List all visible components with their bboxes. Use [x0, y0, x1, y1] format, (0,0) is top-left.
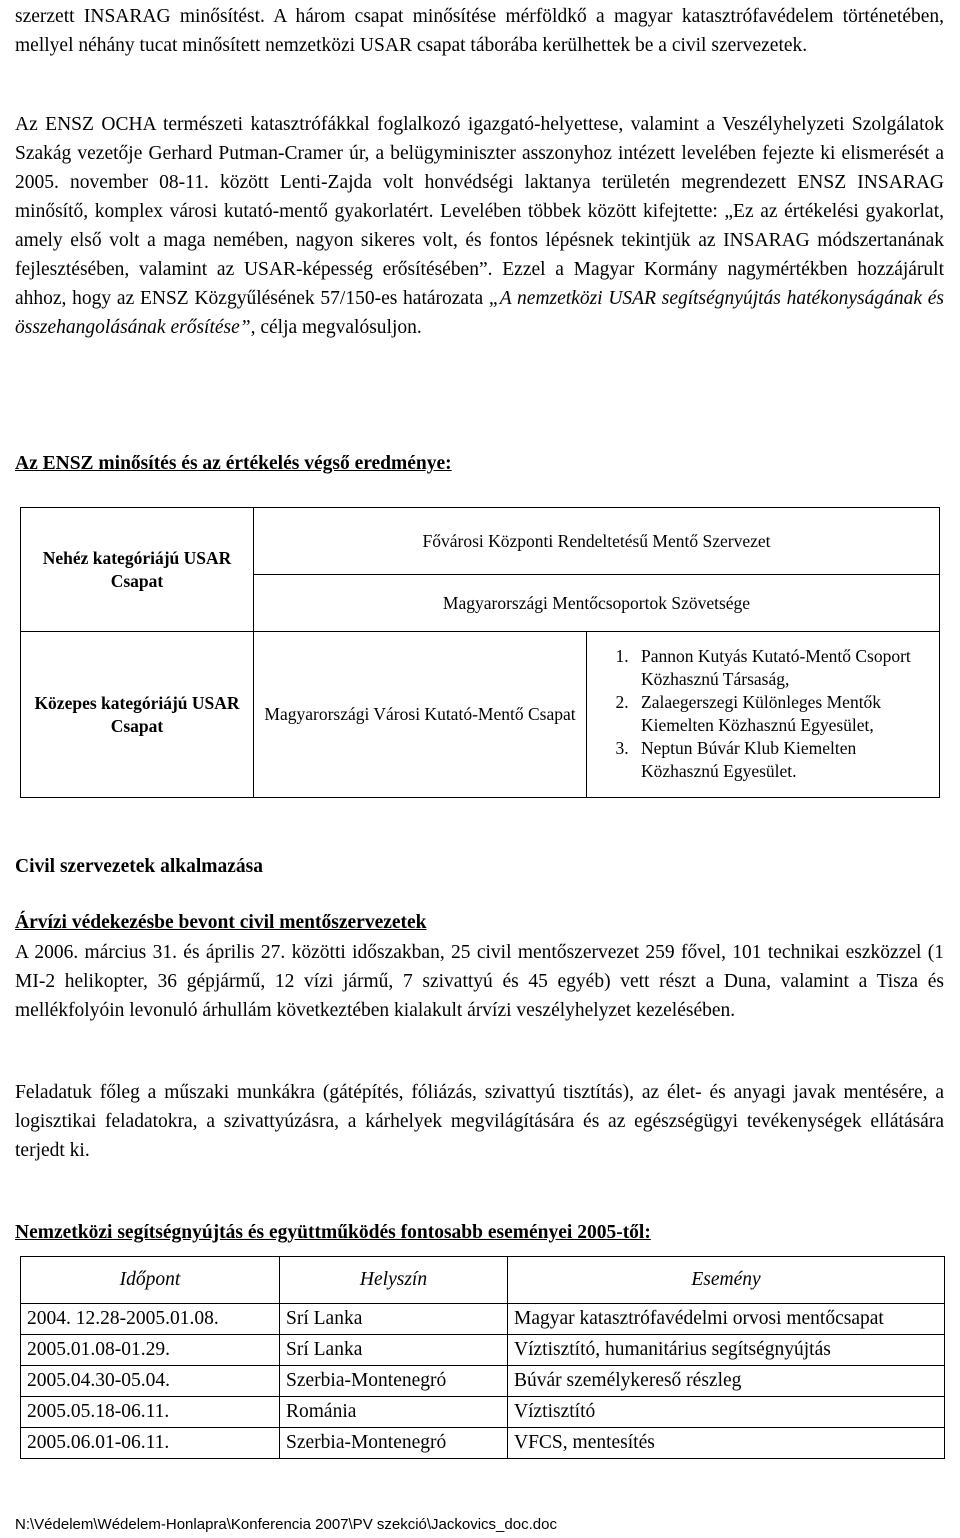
paragraph-flood-2006: A 2006. március 31. és április 27. közötti időszakban, 25 civil mentőszervezet 259 fővel, 101 technikai eszközzel (1 MI-2 helikopter, 36 gépjármű, 12 vízi jármű, 7 szivattyú és 45 egyéb) vett részt a Duna, valamint a Tisza és mellékfolyóin levonuló árhullám következtében kialakult árvízi veszélyhelyzet kezelésében.: [15, 942, 944, 1021]
event-description: VFCS, mentesítés: [508, 1428, 945, 1459]
heavy-org-1: Fővárosi Központi Rendeltetésű Mentő Szervezet: [254, 508, 940, 575]
list-item: 2. Zalaegerszegi Különleges Mentők Kiemelten Közhasznú Egyesület,: [633, 691, 931, 737]
event-date: 2005.06.01-06.11.: [21, 1428, 280, 1459]
event-place: Srí Lanka: [280, 1304, 508, 1335]
event-description: Magyar katasztrófavédelmi orvosi mentőcsapat: [508, 1304, 945, 1335]
table-row: [21, 632, 940, 798]
event-description: Búvár személykereső részleg: [508, 1366, 945, 1397]
event-date: 2005.05.18-06.11.: [21, 1397, 280, 1428]
events-heading: Nemzetközi segítségnyújtás és együttműködés fontosabb eseményei 2005-től:: [15, 1222, 651, 1243]
table-row: [21, 1428, 945, 1459]
event-place: Románia: [280, 1397, 508, 1428]
flood-heading: Árvízi védekezésbe bevont civil mentőszervezetek: [15, 912, 427, 933]
events-table: [20, 1256, 945, 1459]
table-header-row: [21, 1257, 945, 1304]
col-header-place: Helyszín: [280, 1257, 508, 1304]
table-row: [21, 1335, 945, 1366]
event-date: 2004. 12.28-2005.01.08.: [21, 1304, 280, 1335]
event-place: Szerbia-Montenegró: [280, 1366, 508, 1397]
medium-member-list: [593, 645, 931, 783]
table-row: [21, 1397, 945, 1428]
col-header-event: Esemény: [508, 1257, 945, 1304]
table-row: [21, 1366, 945, 1397]
event-place: Szerbia-Montenegró: [280, 1428, 508, 1459]
list-item: 1. Pannon Kutyás Kutató-Mentő Csoport Közhasznú Társaság,: [633, 645, 931, 691]
results-heading: Az ENSZ minősítés és az értékelés végső eredménye:: [15, 453, 452, 474]
paragraph-ocha-letter-text: Az ENSZ OCHA természeti katasztrófákkal foglalkozó igazgató-helyettese, valamint a Veszélyhelyzeti Szolgálatok Szakág vezetője Gerhard Putman-Cramer úr, a belügyminiszter asszonyhoz intézett levelében fejezte ki elismerését a 2005. november 08-11. között Lenti-Zajda volt honvédségi laktanya területén megrendezett ENSZ INSARAG minősítő, komplex városi kutató-mentő gyakorlatért. Levelében többek között kifejtette: „Ez az értékelési gyakorlat, amely első volt a maga nemében, nagyon sikeres volt, és fontos lépésnek tekintjük az INSARAG módszertanának fejlesztésében, valamint az USAR-képesség erősítésében”. Ezzel a Magyar Kormány nagymértékben hozzájárult ahhoz, hogy az ENSZ Közgyűlésének 57/150-es határozata: [15, 114, 944, 309]
heavy-org-2: Magyarországi Mentőcsoportok Szövetsége: [254, 575, 940, 632]
event-date: 2005.04.30-05.04.: [21, 1366, 280, 1397]
medium-org: Magyarországi Városi Kutató-Mentő Csapat: [254, 632, 587, 798]
table-row: [21, 1304, 945, 1335]
civil-heading: Civil szervezetek alkalmazása: [15, 856, 264, 877]
event-description: Víztisztító: [508, 1397, 945, 1428]
event-date: 2005.01.08-01.29.: [21, 1335, 280, 1366]
col-header-date: Időpont: [21, 1257, 280, 1304]
paragraph-ocha-letter-end: , célja megvalósuljon.: [250, 317, 422, 338]
table-row: [21, 508, 940, 575]
footer-file-path: N:\Védelem\Wédelem-Honlapra\Konferencia 2007\PV szekció\Jackovics_doc.doc: [15, 1516, 557, 1533]
event-place: Srí Lanka: [280, 1335, 508, 1366]
medium-category-label: Közepes kategóriájú USAR Csapat: [21, 632, 254, 798]
results-table: [20, 507, 940, 798]
paragraph-tasks: Feladatuk főleg a műszaki munkákra (gátépítés, fóliázás, szivattyú tisztítás), az élet- és anyagi javak mentésére, a logisztikai feladatokra, a szivattyúzásra, a kárhelyek megvilágítására és az egészségügyi tevékenységek ellátására terjedt ki.: [15, 1082, 944, 1161]
event-description: Víztisztító, humanitárius segítségnyújtás: [508, 1335, 945, 1366]
heavy-category-label: Nehéz kategóriájú USAR Csapat: [21, 508, 254, 632]
medium-member-list-cell: [587, 632, 940, 798]
list-item: 3. Neptun Búvár Klub Kiemelten Közhasznú Egyesület.: [633, 737, 931, 783]
paragraph-ocha-letter: [15, 110, 944, 342]
resolution-title: „A nemzetközi USAR segítségnyújtás hatékonyságának és összehangolásának erősítése”: [15, 288, 944, 338]
paragraph-insarag-qualification: szerzett INSARAG minősítést. A három csapat minősítése mérföldkő a magyar katasztrófavédelem történetében, mellyel néhány tucat minősített nemzetközi USAR csapat táborába kerülhettek be a civil szervezetek.: [15, 6, 944, 56]
